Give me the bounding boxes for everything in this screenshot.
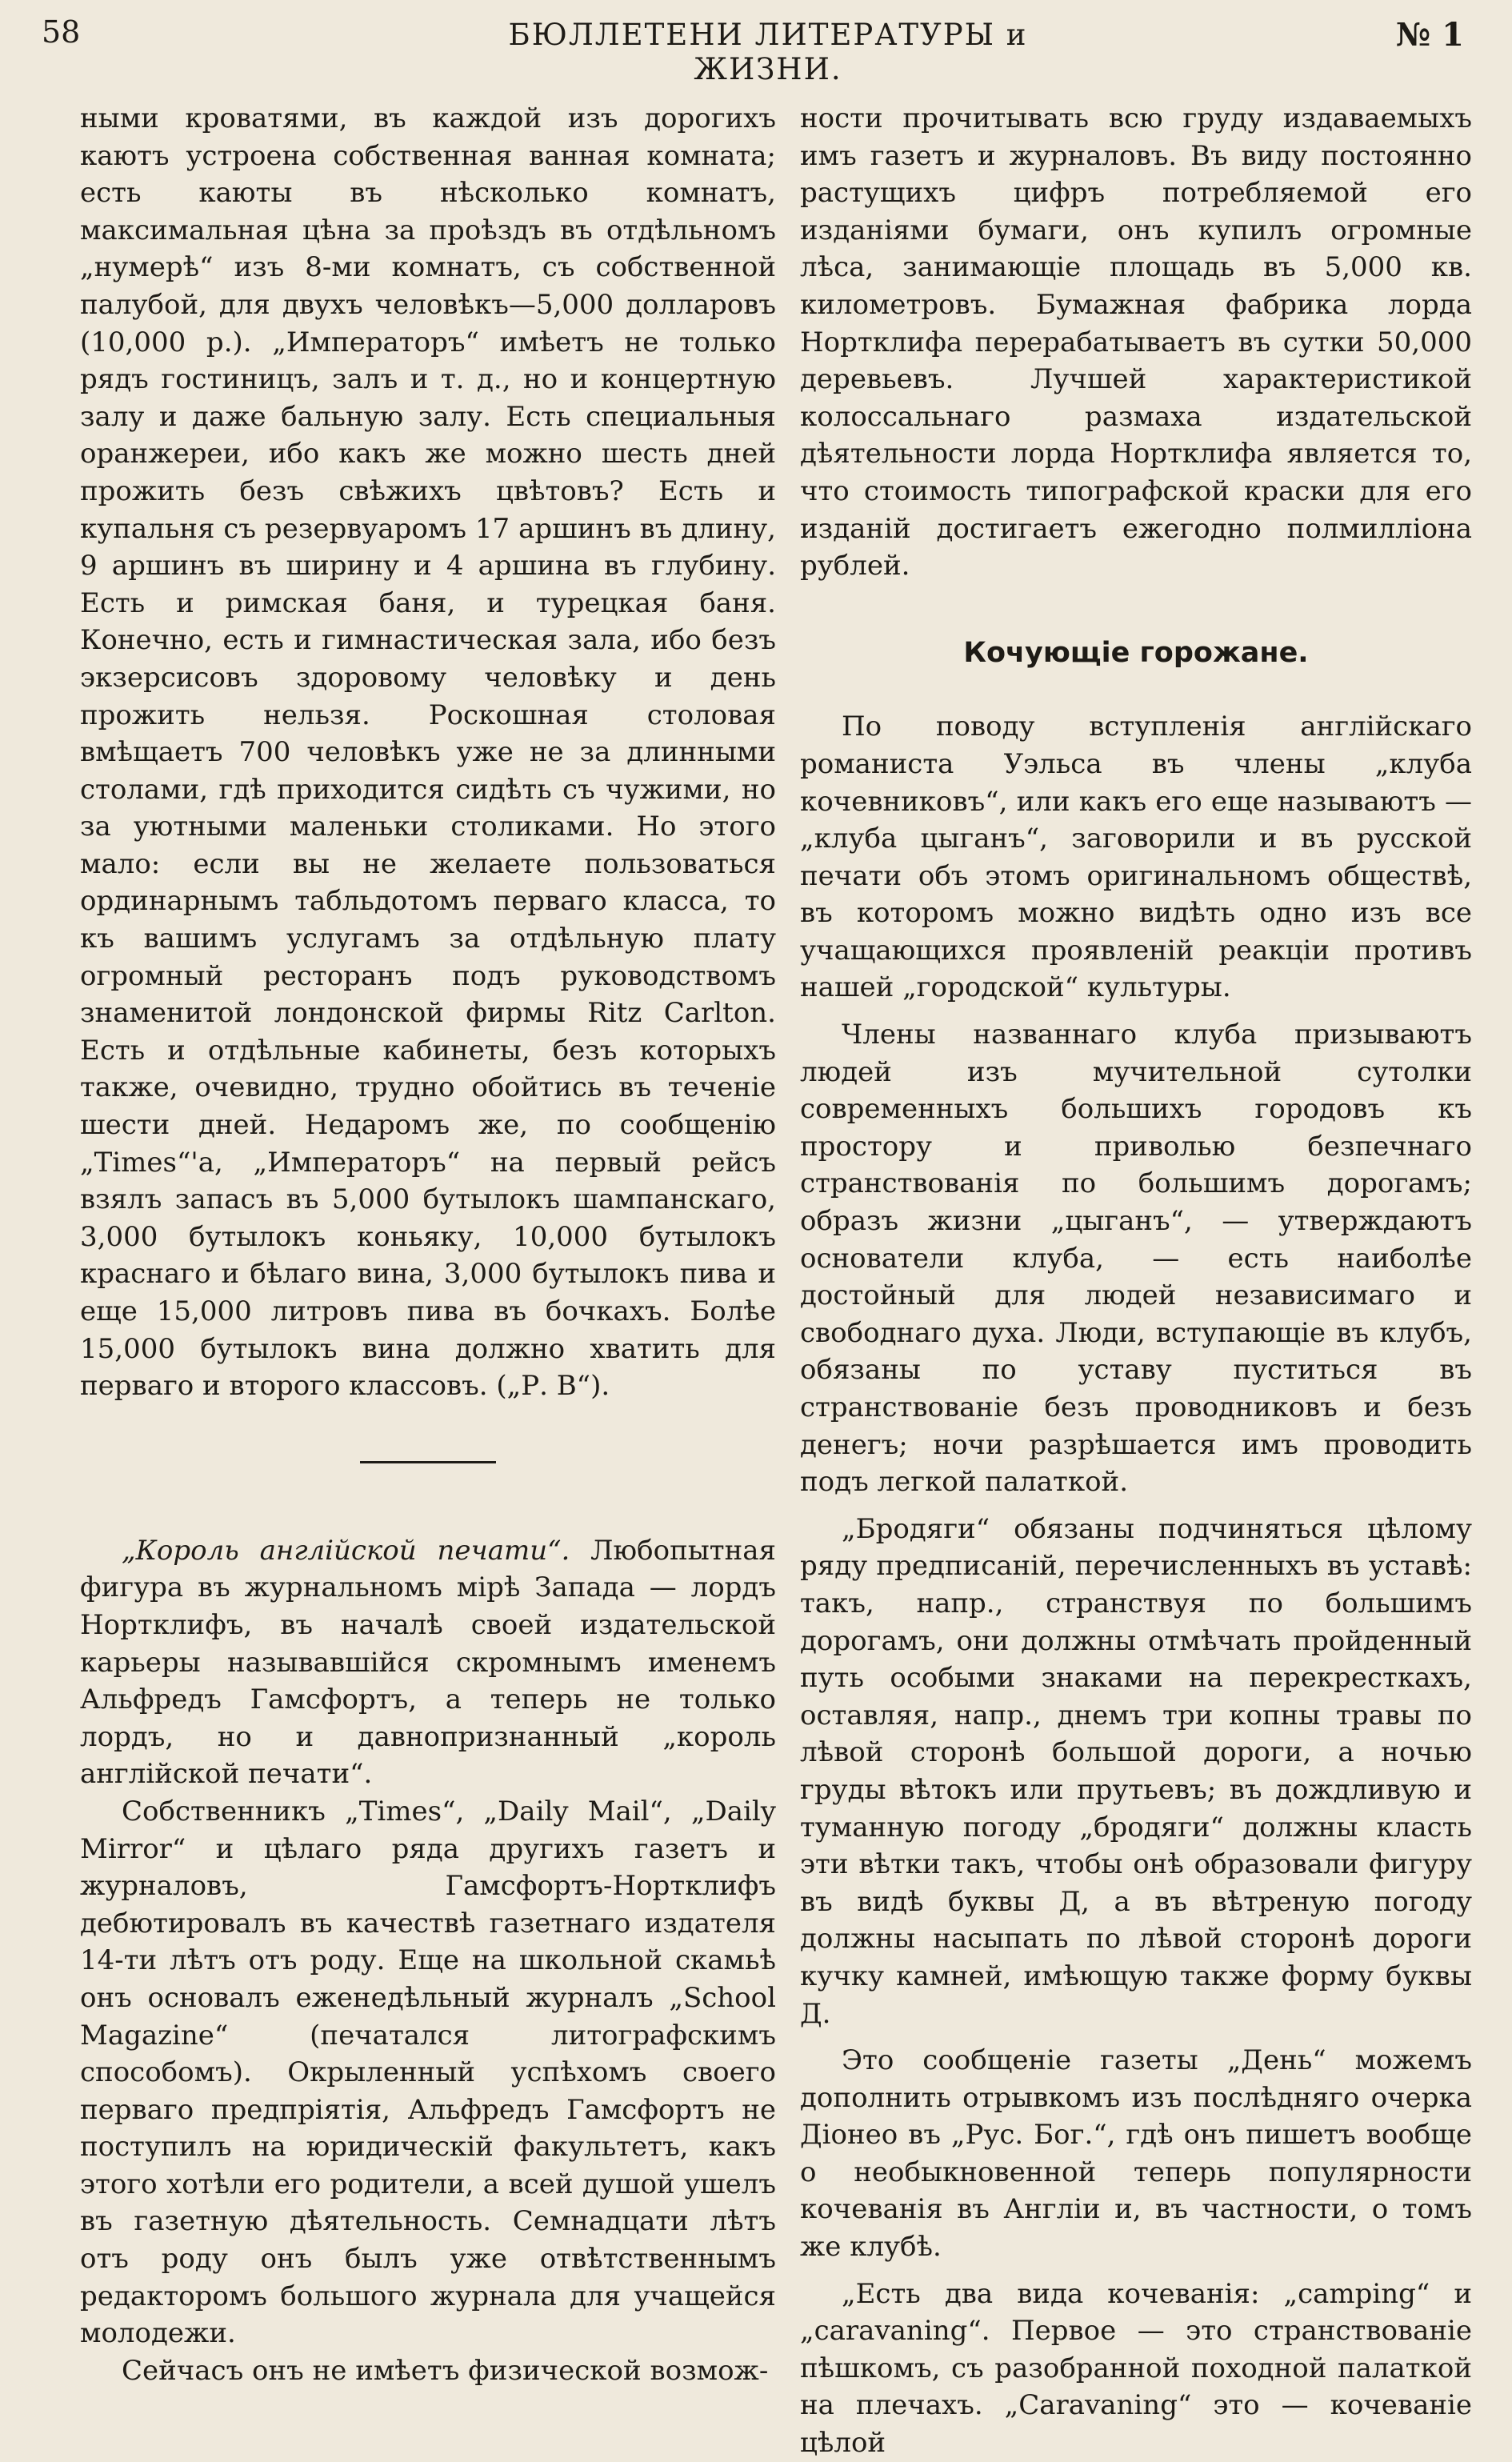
right-column <box>800 100 1472 2462</box>
article-nomads-paragraph: „Есть два вида кочеванія: „camping“ и „caravaning“. Первое — это странствованіе пѣшкомъ, съ разобранной походной палаткой на плечахъ. „Caravaning“ это — кочеваніе цѣлой <box>800 2277 1472 2460</box>
article-king-of-press-paragraph: Собственникъ „Times“, „Daily Mail“, „Daily Mirror“ и цѣлаго ряда другихъ газетъ и журналовъ, Гамсфортъ-Нортклифъ дебютировалъ въ качествѣ газетнаго издателя 14-ти лѣтъ отъ роду. Еще на школьной скамьѣ онъ основалъ еженедѣльный журналъ „School Magazine“ (печатался литографскимъ способомъ). Окрыленный успѣхомъ своего перваго предпріятія, Альфредъ Гамсфортъ не поступилъ на юридическій факультетъ, какъ этого хотѣли его родители, а всей душой ушелъ въ газетную дѣятельность. Семнадцати лѣтъ отъ роду онъ былъ уже отвѣтственнымъ редакторомъ большого журнала для учащейся молодежи. <box>80 1795 776 2350</box>
issue-number: № 1 <box>1395 16 1464 54</box>
page-number: 58 <box>42 14 81 50</box>
article-king-of-press-intro <box>80 1532 776 1793</box>
running-title: БЮЛЛЕТЕНИ ЛИТЕРАТУРЫ и ЖИЗНИ. <box>508 18 1028 86</box>
article-ship-continuation: ными кроватями, въ каждой изъ дорогихъ каютъ устроена собственная ванная комната; есть каюты въ нѣсколько комнатъ, максимальная цѣна за проѣздъ въ отдѣльномъ „нумерѣ“ изъ 8-ми комнатъ, съ собственной палубой, для двухъ человѣкъ—5,000 долларовъ (10,000 р.). „Императоръ“ имѣетъ не только рядъ гостиницъ, залъ и т. д., но и концертную залу и даже бальную залу. Есть специальныя оранжереи, ибо какъ же можно шесть дней прожить безъ свѣжихъ цвѣтовъ? Есть и купальня съ резервуаромъ 17 аршинъ въ длину, 9 аршинъ въ ширину и 4 аршина въ глубину. Есть и римская баня, и турецкая баня. Конечно, есть и гимнастическая зала, ибо безъ экзерсисовъ здоровому человѣку и день прожить нельзя. Роскошная столовая вмѣщаетъ 700 человѣкъ уже не за длинными столами, гдѣ приходится сидѣть съ чужими, но за уютными маленьки столиками. Но этого мало: если вы не желаете пользоваться ординарнымъ табльдотомъ перваго класса, то къ вашимъ услугамъ за отдѣльную плату огромный ресторанъ подъ руководствомъ знаменитой лондонской фирмы Ritz Carlton. Есть и отдѣльные кабинеты, безъ которыхъ также, очевидно, трудно обойтись въ теченіе шести дней. Недаромъ же, по сообщенію „Times“'а, „Императоръ“ на первый рейсъ взялъ запасъ въ 5,000 бутылокъ шампанскаго, 3,000 бутылокъ коньяку, 10,000 бутылокъ краснаго и бѣлаго вина, 3,000 бутылокъ пива и еще 15,000 литровъ пива въ бочкахъ. Болѣе 15,000 бутылокъ вина должно хватить для перваго и второго классовъ. („Р. В“). <box>80 102 776 1403</box>
left-column <box>80 100 776 2389</box>
article-nomads-paragraph: Это сообщеніе газеты „День“ можемъ дополнить отрывкомъ изъ послѣдняго очерка Діонео въ „Рус. Бог.“, гдѣ онъ пишетъ вообще о необыкновенной теперь популярности кочеванія въ Англіи и, въ частности, о томъ же клубѣ. <box>800 2044 1472 2264</box>
page-header <box>0 0 1512 88</box>
article-nomads-paragraph: „Бродяги“ обязаны подчиняться цѣлому ряду предписаній, перечисленныхъ въ уставѣ: такъ, напр., странствуя по большимъ дорогамъ, они должны отмѣчать пройденный путь особыми знаками на перекресткахъ, оставляя, напр., днемъ три копны травы по лѣвой сторонѣ большой дороги, а ночью груды вѣтокъ или прутьевъ; въ дождливую и туманную погоду „бродяги“ должны класть эти вѣтки такъ, чтобы онѣ образовали фигуру въ видѣ буквы Д, а въ вѣтреную погоду должны насыпать по лѣвой сторонѣ дороги кучку камней, имѣющую также форму буквы Д. <box>800 1512 1472 2030</box>
article-nomads-paragraph: По поводу вступленія англійскаго романиста Уэльса въ члены „клуба кочевниковъ“, или какъ его еще называютъ — „клуба цыганъ“, заговорили и въ русской печати объ этомъ оригинальномъ обществѣ, въ которомъ можно видѣть одно изъ все учащающихся проявленій реакціи противъ нашей „городской“ культуры. <box>800 711 1472 1004</box>
article-divider <box>360 1461 496 1463</box>
article-king-of-press-ending: ности прочитывать всю груду издаваемыхъ имъ газетъ и журналовъ. Въ виду постоянно растущихъ цифръ потребляемой его изданіями бумаги, онъ купилъ огромные лѣса, занимающіе площадь въ 5,000 кв. километровъ. Бумажная фабрика лорда Нортклифа перерабатываетъ въ сутки 50,000 деревьевъ. Лучшей характеристикой колоссальнаго размаха издательской дѣятельности лорда Нортклифа является то, что стоимость типографской краски для его изданій достигаетъ ежегодно полмилліона рублей. <box>800 102 1472 582</box>
article-nomads-paragraph: Члены названнаго клуба призываютъ людей изъ мучительной сутолки современныхъ большихъ городовъ къ простору и приволью безпечнаго странствованія по большимъ дорогамъ; образъ жизни „цыганъ“, — утверждаютъ основатели клуба, — есть наиболѣе достойный для людей независимаго и свободнаго духа. Люди, вступающіе въ клубъ, обязаны по уставу пуститься въ странствованіе безъ проводниковъ и безъ денегъ; ночи разрѣшается имъ проводить подъ легкой палаткой. <box>800 1019 1472 1499</box>
article-king-of-press-paragraph: Сейчасъ онъ не имѣетъ физической возмож- <box>122 2354 769 2387</box>
section-heading-nomads: Кочующіе горожане. <box>963 636 1309 669</box>
article-king-of-press-title: „Король англійской печати“. <box>122 1534 570 1567</box>
article-king-of-press-lead: Любопытная фигура въ журнальномъ мірѣ Запада — лордъ Нортклифъ, въ началѣ своей издательской карьеры называвшійся скромнымъ именемъ Альфредъ Гамсфортъ, а теперь не только лордъ, но и давнопризнанный „король англійской печати“. <box>80 1534 776 1791</box>
